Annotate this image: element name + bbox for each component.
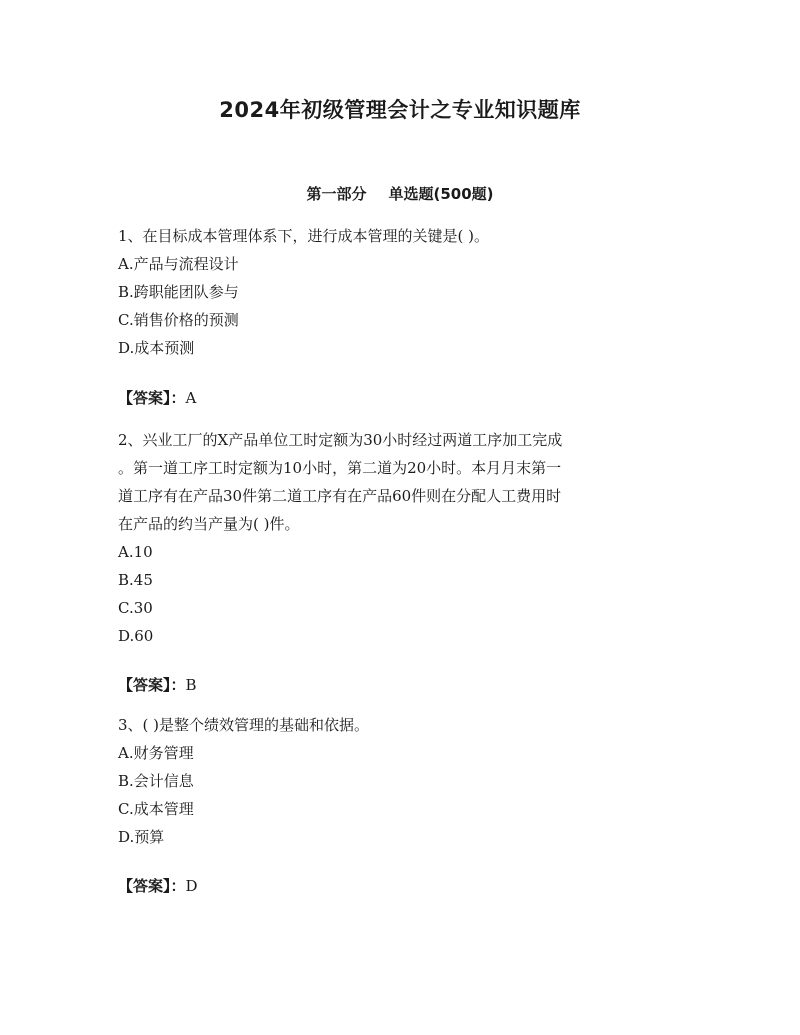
option-a: A.产品与流程设计	[118, 255, 239, 273]
option-d: D.预算	[118, 828, 165, 846]
option-c: C.销售价格的预测	[118, 311, 239, 329]
option-a: A.财务管理	[118, 744, 194, 762]
option-d: D.60	[118, 627, 154, 645]
answer-value: A	[185, 389, 197, 407]
question-text: 3、( )是整个绩效管理的基础和依据。	[118, 716, 370, 734]
option-b: B.45	[118, 571, 153, 589]
option-c: C.30	[118, 599, 153, 617]
section-title	[0, 183, 800, 204]
answer-value: D	[185, 877, 198, 895]
answer-3	[118, 872, 198, 900]
question-text-line-4: 在产品的约当产量为( )件。	[118, 515, 300, 533]
question-text-line-1: 2、兴业工厂的X产品单位工时定额为30小时经过两道工序加工完成	[118, 431, 563, 449]
question-2	[118, 426, 684, 650]
question-3	[118, 711, 684, 851]
answer-label: 【答案】：	[118, 676, 186, 694]
option-d: D.成本预测	[118, 339, 195, 357]
answer-1	[118, 384, 196, 412]
option-c: C.成本管理	[118, 800, 194, 818]
question-text-line-2: 。第一道工序工时定额为10小时，第二道为20小时。本月月末第一	[118, 459, 562, 477]
answer-2	[118, 671, 197, 699]
option-b: B.跨职能团队参与	[118, 283, 239, 301]
option-b: B.会计信息	[118, 772, 194, 790]
answer-label: 【答案】：	[118, 877, 186, 895]
question-text: 1、在目标成本管理体系下，进行成本管理的关键是( )。	[118, 227, 490, 245]
document-title: 2024年初级管理会计之专业知识题库	[219, 98, 581, 122]
option-a: A.10	[118, 543, 153, 561]
question-text-line-3: 道工序有在产品30件第二道工序有在产品60件则在分配人工费用时	[118, 487, 562, 505]
section-part-label: 第一部分	[306, 185, 367, 203]
question-1	[118, 222, 684, 362]
answer-value: B	[185, 676, 197, 694]
section-type-label: 单选题(500题)	[388, 185, 494, 203]
answer-label: 【答案】：	[118, 389, 186, 407]
